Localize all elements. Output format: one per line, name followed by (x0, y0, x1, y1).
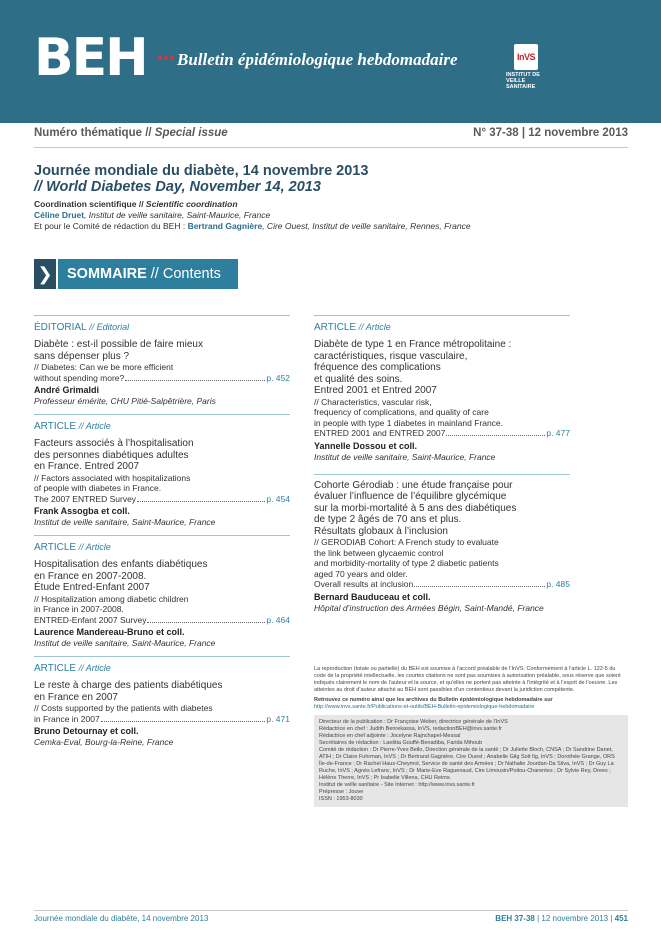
page-reference[interactable]: ENTRED 2001 and ENTRED 2007 p. 477 (314, 428, 570, 438)
section-heading: ARTICLE // Article (314, 322, 391, 333)
coordination: Coordination scientifique // Scientific coordination Céline Druet, Institut de veille sanitaire, Saint-Maurice, France Et pour le Comité de rédaction du BEH : Bertrand Gagnière, Cire Ouest, Institut de veille sanitaire, Rennes, France (34, 199, 471, 231)
entry-title-en: // Diabetes: Can we be more efficient (34, 362, 174, 372)
toc-entry (34, 535, 290, 648)
page-link: p. 477 (546, 428, 570, 438)
invs-mark-icon: InVS (514, 44, 538, 70)
divider (34, 147, 628, 148)
entry-affiliation: Institut de veille sanitaire, Saint-Maurice, France (34, 517, 216, 527)
contents-banner (34, 259, 238, 289)
beh-logo: BEH (34, 28, 147, 88)
toc-entry (34, 315, 290, 406)
chevron-right-icon: ❯ (34, 259, 56, 289)
page-number: 451 (614, 914, 628, 923)
page-footer (34, 914, 628, 926)
page-reference[interactable]: ENTRED-Enfant 2007 Survey p. 464 (34, 614, 290, 625)
footer-title: Journée mondiale du diabète, 14 novembre 2013 (34, 914, 209, 923)
page-reference[interactable]: in France in 2007 p. 471 (34, 713, 290, 724)
logo-dots-icon (158, 55, 174, 61)
toc-entry (34, 656, 290, 747)
entry-author: Laurence Mandereau-Bruno et coll. (34, 627, 185, 637)
entry-title-en: // Characteristics, vascular risk, frequency of complications, and quality of care in people with type 1 diabetes in mainland France. (314, 396, 504, 428)
entry-title-fr[interactable]: Facteurs associés à l’hospitalisation des personnes diabétiques adultes en France. Entred 2007 (34, 438, 194, 472)
section-heading: ÉDITORIAL // Editorial (34, 322, 130, 333)
entry-affiliation: Institut de veille sanitaire, Saint-Maurice, France (34, 638, 216, 648)
entry-title-fr[interactable]: Diabète de type 1 en France métropolitaine : caractéristiques, risque vasculaire, fréquence des complications et qualité des soins. Entred 2001 et Entred 2007 (314, 339, 512, 396)
page-link: p. 485 (546, 579, 570, 589)
editor-name[interactable]: Bertrand Gagnière (187, 221, 263, 231)
section-rule (314, 315, 570, 316)
page-link: p. 452 (266, 372, 290, 383)
coordinator-name[interactable]: Céline Druet (34, 210, 85, 220)
entry-affiliation: Cemka-Eval, Bourg-la-Reine, France (34, 737, 174, 747)
section-rule (314, 474, 570, 475)
entry-title-fr[interactable]: Le reste à charge des patients diabétiques en France en 2007 (34, 680, 223, 703)
section-heading: ARTICLE // Article (34, 663, 111, 674)
section-rule (34, 535, 290, 536)
page-title (34, 163, 368, 195)
editorial-credits: Directeur de la publication : Dr Françoise Weber, directrice générale de l’InVS Rédactrice en chef : Judith Benrekassa, InVS, redactionBEH@invs.sante.fr Rédactrice en chef adjointe : Jocelyne Rajnchapel-Messaï Secrétaires de rédaction : Laetitia Gouffé-Benadiba, Farida Mihoub Comité de rédaction : Dr Pierre-Yves Bello, Direction générale de la santé ; Dr Juliette Bloch, CNSA ; Dr Sandrine Danet, ATIH ; Dr Claire Fuhrman, InVS ; Dr Bertrand Gagnière, Cire Ouest ; Anabelle Gilg Soit Ilg, InVS ; Dorothée Grange, ORS Île-de-France ; Dr Rachel Haus-Cheymol, Service de santé des Armées ; Dr Nathalie Jourdan-Da Silva, InVS ; Dr Guy La Ruche, InVS ; Agnès Lefranc, InVS ; Dr Marie-Eve Raguenaud, Cire Limousin/Poitou-Charentes ; Dr Sylvie Rey, Drees ; Hélène Therre, InVS ; Pr Isabelle Villena, CHU Reims. Institut de veille sanitaire - Site Internet : http://www.invs.sante.fr Prépresse : Jouve ISSN : 1953-8030 (314, 715, 628, 807)
entry-affiliation: Professeur émérite, CHU Pitié-Salpêtrière, Paris (34, 396, 216, 406)
title-en: // World Diabetes Day, November 14, 2013 (34, 179, 321, 195)
entry-title-en: // Costs supported by the patients with diabetes (34, 703, 213, 713)
title-fr: Journée mondiale du diabète, 14 novembre 2013 (34, 163, 369, 179)
invs-subtitle: INSTITUT DE VEILLE SANITAIRE (506, 72, 540, 90)
archive-notice: Retrouvez ce numéro ainsi que les archives du Bulletin épidémiologique hebdomadaire sur http://www.invs.sante.fr/Publications-et-outils/BEH-Bulletin-epidemiologique-hebdomadaire (314, 697, 553, 710)
issue-number: N° 37-38 | 12 novembre 2013 (473, 127, 628, 139)
bulletin-title: Bulletin épidémiologique hebdomadaire (177, 50, 458, 69)
footer-issue: BEH 37-38 | 12 novembre 2013 | 451 (495, 914, 628, 923)
entry-title-en: // Factors associated with hospitalizations of people with diabetes in France. (34, 472, 191, 493)
archive-link[interactable]: http://www.invs.sante.fr/Publications-et-outils/BEH-Bulletin-epidemiologique-hebdomadaire (314, 704, 535, 710)
page-link: p. 471 (266, 713, 290, 724)
contents-label: SOMMAIRE // Contents (58, 259, 238, 289)
section-rule (34, 414, 290, 415)
section-heading: ARTICLE // Article (34, 421, 111, 432)
entry-title-en: // Hospitalization among diabetic children in France in 2007-2008. (34, 593, 189, 614)
entry-title-en: // GERODIAB Cohort: A French study to evaluate the link between glycaemic control and morbidity-mortality of type 2 diabetic patients aged 70 years and older. (314, 537, 499, 579)
invs-logo (506, 44, 554, 90)
toc-entry (34, 414, 290, 527)
issue-type: Numéro thématique // Special issue (34, 127, 228, 139)
entry-title-fr[interactable]: Hospitalisation des enfants diabétiques en France en 2007-2008. Étude Entred-Enfant 2007 (34, 559, 208, 593)
page-reference[interactable]: Overall results at inclusion p. 485 (314, 579, 570, 589)
page-link: p. 454 (266, 493, 290, 504)
entry-affiliation: Institut de veille sanitaire, Saint-Maurice, France (314, 451, 496, 462)
toc-left-column (34, 315, 290, 755)
copyright-text: La reproduction (totale ou partielle) du BEH est soumise à l’accord préalable de l’InVS. Conformément à l’article L. 122-5 du code de la propriété intellectuelle, les courtes citations ne sont pas soumises à autorisation préalable, sous réserve que soient indiqués clairement le nom de l’auteur et la source, et qu’elles ne portent pas atteinte à l’intégrité et à l’esprit de l’oeuvre. Les atteintes au droit d’auteur attaché au BEH sont passibles d’un contentieux devant la juridiction compétente. (314, 666, 621, 693)
issue-bar (34, 127, 628, 141)
entry-author: Frank Assogba et coll. (34, 506, 130, 516)
entry-affiliation: Hôpital d’instruction des Armées Bégin, Saint-Mandé, France (314, 602, 544, 613)
section-heading: ARTICLE // Article (34, 542, 111, 553)
section-rule (34, 315, 290, 316)
entry-author: André Grimaldi (34, 385, 100, 395)
entry-author: Bruno Detournay et coll. (34, 726, 139, 736)
page-reference[interactable]: The 2007 ENTRED Survey p. 454 (34, 493, 290, 504)
entry-author: Bernard Bauduceau et coll. (314, 591, 431, 602)
toc-entry (314, 474, 570, 613)
toc-right-column (314, 315, 570, 621)
entry-author: Yannelle Dossou et coll. (314, 440, 418, 451)
entry-title-fr[interactable]: Cohorte Gérodiab : une étude française pour évaluer l’influence de l’équilibre glycémique sur la morbi-mortalité à 5 ans des diabétiques de type 2 âgés de 70 ans et plus. Résultats globaux à l’inclusion (314, 479, 517, 537)
page-reference[interactable]: without spending more? p. 452 (34, 372, 290, 383)
masthead (0, 0, 661, 123)
section-rule (34, 656, 290, 657)
page-link: p. 464 (266, 614, 290, 625)
footer-divider (34, 910, 628, 911)
toc-entry (314, 315, 570, 462)
entry-title-fr[interactable]: Diabète : est-il possible de faire mieux sans dépenser plus ? (34, 339, 203, 362)
legal-notice (314, 666, 628, 807)
